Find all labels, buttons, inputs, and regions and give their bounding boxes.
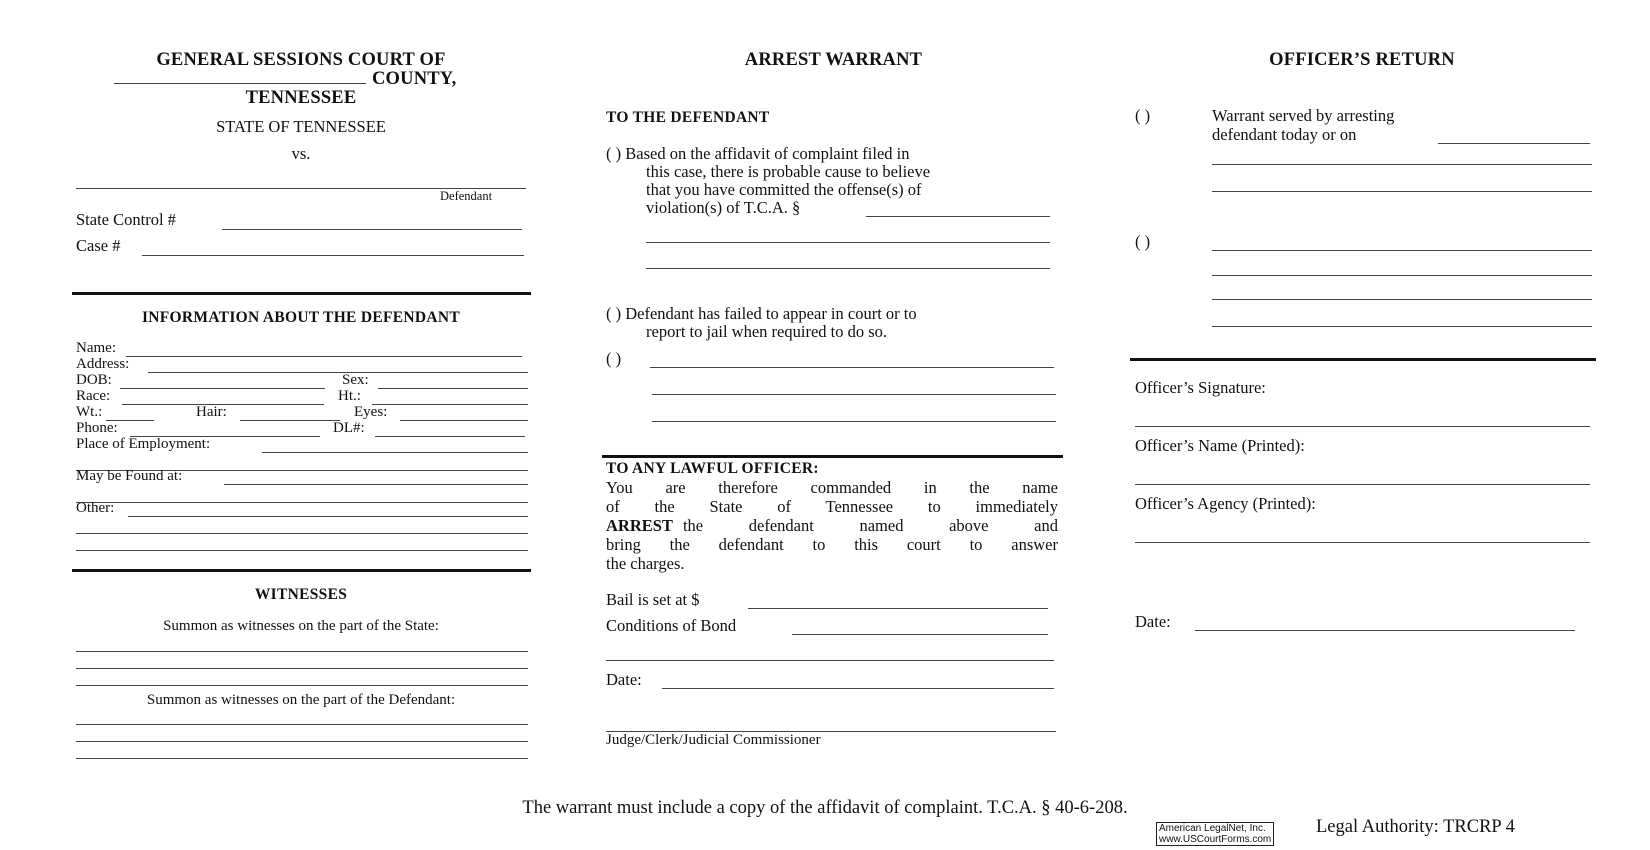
arrest-warrant-title: ARREST WARRANT	[744, 50, 923, 70]
return-date-field[interactable]	[1195, 630, 1575, 631]
phone-label: Phone:	[76, 420, 118, 436]
other-return-checkbox[interactable]: ( )	[1135, 232, 1151, 251]
dl-label: DL#:	[333, 420, 365, 436]
other-field[interactable]	[128, 516, 528, 517]
command-line3-text: the defendant named above and	[682, 516, 1058, 535]
hair-label: Hair:	[196, 404, 227, 420]
court-name-line2	[114, 69, 457, 90]
issue-date-field[interactable]	[662, 688, 1054, 689]
served-line-3[interactable]	[1212, 191, 1592, 192]
command-line3	[606, 516, 1058, 536]
legal-authority: Legal Authority: TRCRP 4	[1316, 817, 1515, 837]
bail-field[interactable]	[748, 608, 1048, 609]
other-option-checkbox[interactable]: ( )	[606, 349, 622, 368]
hair-field[interactable]	[240, 420, 340, 421]
publisher-url: www.USCourtForms.com	[1159, 834, 1272, 845]
conditions-label: Conditions of Bond	[606, 616, 737, 635]
officer-signature-field[interactable]	[1135, 426, 1590, 427]
other-field-3[interactable]	[76, 550, 528, 551]
name-field[interactable]	[126, 356, 522, 357]
height-label: Ht.:	[338, 388, 361, 404]
served-date-field[interactable]	[1438, 143, 1590, 144]
dob-field[interactable]	[120, 388, 325, 389]
command-line5: the charges.	[606, 554, 685, 573]
state-of-tennessee: STATE OF TENNESSEE	[216, 117, 386, 136]
other-field-2[interactable]	[76, 533, 528, 534]
sex-label: Sex:	[342, 372, 369, 388]
eyes-label: Eyes:	[354, 404, 388, 420]
other-option-line-2[interactable]	[652, 394, 1056, 395]
found-at-field-2[interactable]	[76, 502, 528, 503]
state-witness-line-1[interactable]	[76, 651, 528, 652]
command-line2: of the State of Tennessee to immediately	[606, 497, 1058, 516]
command-line1: You are therefore commanded in the name	[606, 478, 1058, 497]
county-label: COUNTY,	[372, 69, 457, 89]
employment-label: Place of Employment:	[76, 436, 211, 452]
weight-label: Wt.:	[76, 404, 103, 420]
conditions-field-2[interactable]	[606, 660, 1054, 661]
eyes-field[interactable]	[400, 420, 528, 421]
section-divider	[602, 455, 1063, 458]
county-blank[interactable]	[114, 82, 366, 84]
affidavit-note: The warrant must include a copy of the affidavit of complaint. T.C.A. § 40-6-208.	[522, 798, 1128, 818]
section-divider	[72, 292, 531, 295]
other-return-line-1[interactable]	[1212, 250, 1592, 251]
judge-label: Judge/Clerk/Judicial Commissioner	[606, 732, 821, 748]
command-line4: bring the defendant to this court to answer	[606, 535, 1058, 554]
race-label: Race:	[76, 388, 111, 404]
other-option-line-3[interactable]	[652, 421, 1056, 422]
publisher-name: American LegalNet, Inc.	[1159, 823, 1266, 834]
officer-name-label: Officer’s Name (Printed):	[1135, 436, 1305, 455]
dob-label: DOB:	[76, 372, 112, 388]
case-number-label: Case #	[76, 236, 121, 255]
bail-label: Bail is set at $	[606, 590, 700, 609]
officer-agency-label: Officer’s Agency (Printed):	[1135, 494, 1316, 513]
served-text-line2: defendant today or on	[1212, 125, 1357, 144]
to-officer-heading: TO ANY LAWFUL OFFICER:	[606, 460, 819, 477]
case-number-field[interactable]	[142, 255, 524, 256]
court-name-line1: GENERAL SESSIONS COURT OF	[156, 50, 446, 70]
state-control-field[interactable]	[222, 229, 522, 230]
state-witness-line-3[interactable]	[76, 685, 528, 686]
found-at-label: May be Found at:	[76, 468, 183, 484]
probable-cause-option-line3: that you have committed the offense(s) of	[646, 180, 922, 199]
probable-cause-option-line2: this case, there is probable cause to believe	[646, 162, 931, 181]
offense-line-1[interactable]	[646, 242, 1050, 243]
conditions-field[interactable]	[792, 634, 1048, 635]
to-defendant-heading: TO THE DEFENDANT	[606, 109, 770, 126]
state-control-label: State Control #	[76, 210, 176, 229]
other-return-line-2[interactable]	[1212, 275, 1592, 276]
defendant-info-heading: INFORMATION ABOUT THE DEFENDANT	[141, 309, 461, 326]
other-label: Other:	[76, 500, 115, 516]
found-at-field[interactable]	[224, 484, 528, 485]
witness-defendant-label: Summon as witnesses on the part of the Defendant:	[146, 692, 456, 708]
tca-section-label: violation(s) of T.C.A. §	[646, 198, 801, 217]
witnesses-heading: WITNESSES	[254, 586, 348, 603]
officer-agency-field[interactable]	[1135, 542, 1590, 543]
address-label: Address:	[76, 356, 130, 372]
employment-field[interactable]	[262, 452, 528, 453]
name-label: Name:	[76, 340, 116, 356]
officer-signature-label: Officer’s Signature:	[1135, 378, 1266, 397]
section-divider	[72, 569, 531, 572]
officers-return-title: OFFICER’S RETURN	[1269, 50, 1455, 70]
dl-field[interactable]	[375, 436, 525, 437]
failure-to-appear-option-line1[interactable]: ( ) Defendant has failed to appear in court or to	[606, 304, 917, 323]
other-return-line-4[interactable]	[1212, 326, 1592, 327]
arrest-emphasis: ARREST	[606, 516, 673, 535]
witness-state-label: Summon as witnesses on the part of the State:	[163, 618, 439, 634]
served-line-2[interactable]	[1212, 164, 1592, 165]
state-witness-line-2[interactable]	[76, 668, 528, 669]
served-text-line1: Warrant served by arresting	[1212, 106, 1395, 125]
served-option-checkbox[interactable]: ( )	[1135, 106, 1151, 125]
versus-label: vs.	[291, 144, 311, 163]
return-date-label: Date:	[1135, 612, 1171, 631]
court-name-line3: TENNESSEE	[245, 88, 357, 108]
officer-name-field[interactable]	[1135, 484, 1590, 485]
defendant-witness-line-1[interactable]	[76, 724, 528, 725]
issue-date-label: Date:	[606, 670, 642, 689]
probable-cause-option-line1[interactable]: ( ) Based on the affidavit of complaint filed in	[606, 144, 910, 163]
section-divider	[1130, 358, 1596, 361]
offense-line-2[interactable]	[646, 268, 1050, 269]
failure-to-appear-option-line2: report to jail when required to do so.	[646, 322, 888, 341]
defendant-witness-line-2[interactable]	[76, 741, 528, 742]
sex-field[interactable]	[378, 388, 528, 389]
height-field[interactable]	[372, 404, 528, 405]
other-option-line-1[interactable]	[650, 367, 1054, 368]
publisher-logo	[1156, 822, 1274, 846]
tca-section-field[interactable]	[866, 216, 1050, 217]
defendant-caption: Defendant	[440, 189, 493, 203]
address-field[interactable]	[148, 372, 528, 373]
other-return-line-3[interactable]	[1212, 299, 1592, 300]
defendant-witness-line-3[interactable]	[76, 758, 528, 759]
